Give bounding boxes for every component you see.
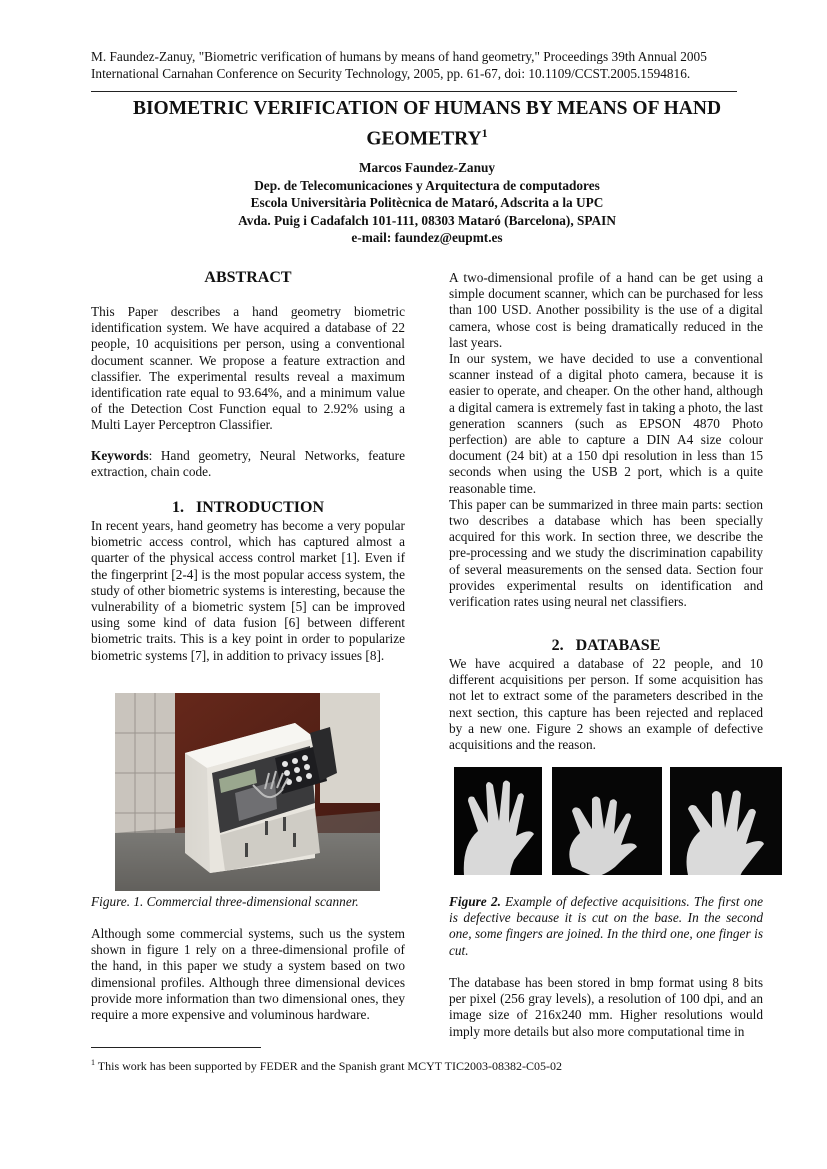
author-email: e-mail: faundez@eupmt.es bbox=[351, 230, 503, 245]
database-paragraph-2 bbox=[449, 975, 763, 1040]
figure-2-label: Figure 2. bbox=[449, 894, 501, 909]
intro-heading: 1. INTRODUCTION bbox=[171, 499, 324, 516]
abstract-heading: ABSTRACT bbox=[204, 269, 292, 286]
right-p3: This paper can be summarized in three main parts: section two describes a database which has been specially acquired for this work. In section three, we describe the pre-processing and we study the discrimination capability of several measurements on the sensed data. Section four provides experimental results on identification and verification rates using neural net classifiers. bbox=[449, 496, 763, 610]
intro-paragraph-1 bbox=[91, 518, 405, 664]
footnote-mark: 1 bbox=[91, 1058, 95, 1067]
keywords-label: Keywords bbox=[91, 448, 149, 463]
abstract-body bbox=[91, 304, 405, 434]
figure-2-hand-1 bbox=[454, 767, 542, 875]
footnote bbox=[91, 1055, 741, 1074]
figure-2-caption bbox=[449, 894, 763, 959]
figure-2-hand-2 bbox=[552, 767, 662, 875]
author-dept: Dep. de Telecomunicaciones y Arquitectura de computadores bbox=[254, 177, 600, 193]
database-paragraph-1 bbox=[449, 656, 763, 753]
paper-title-text: BIOMETRIC VERIFICATION OF HUMANS BY MEANS OF HAND GEOMETRY bbox=[132, 98, 722, 150]
header-rule bbox=[91, 91, 737, 92]
keywords-text: : Hand geometry, Neural Networks, feature extraction, chain code. bbox=[91, 448, 405, 480]
footnote-text: This work has been supported by FEDER and the Spanish grant MCYT TIC2003-08382-C05-02 bbox=[95, 1059, 562, 1073]
citation-header: M. Faundez-Zanuy, "Biometric verification of humans by means of hand geometry," Proceedings 39th Annual 2005 International Carnahan Conference on Security Technology, 2005, pp. 61-67, doi: 10.1109/CCST.2005.1594816. bbox=[91, 49, 707, 81]
title-footnote-mark: 1 bbox=[481, 126, 488, 140]
author-school: Escola Universitària Politècnica de Mataró, Adscrita a la UPC bbox=[250, 195, 604, 210]
right-intro-block bbox=[449, 270, 763, 610]
hand-scan-3 bbox=[670, 767, 782, 875]
figure-2-hand-3 bbox=[670, 767, 782, 875]
author-block bbox=[91, 159, 763, 247]
intro-p1-text: In recent years, hand geometry has become a very popular biometric access control, which has captured almost a quarter of the physical access control market [1]. Even if the fingerprint [2-4] is the most popular access system, the study of other biometric systems is interesting, because the vulnerability of a biometric system [5] can be improved using some kind of data fusion [6] between different biometric traits. This is a key point in order to popularize biometric systems [7], in addition to privacy issues [8]. bbox=[91, 518, 405, 663]
database-p1-text: We have acquired a database of 22 people, and 10 different acquisitions per person. If some acquisition has not let to extract some of the parameters described in the next section, this capture has been rejected and replaced by a new one. Figure 2 shows an example of defective acquisitions and the reason. bbox=[449, 656, 763, 753]
figure-1-caption: Figure. 1. Commercial three-dimensional scanner. bbox=[91, 894, 359, 909]
hand-scan-1 bbox=[454, 767, 542, 875]
footnote-rule bbox=[91, 1047, 261, 1048]
author-address: Avda. Puig i Cadafalch 101-111, 08303 Mataró (Barcelona), SPAIN bbox=[238, 212, 616, 228]
scanner-illustration bbox=[115, 693, 380, 891]
intro-paragraph-2 bbox=[91, 926, 405, 1023]
figure-1-scanner-photo bbox=[115, 693, 380, 891]
author-name: Marcos Faundez-Zanuy bbox=[358, 160, 496, 175]
hand-scan-2 bbox=[552, 767, 662, 875]
database-heading: 2. DATABASE bbox=[551, 637, 661, 654]
figure-2-caption-text: Example of defective acquisitions. The first one is defective because it is cut on the base. In the second one, some fingers are joined. In the third one, one finger is cut. bbox=[449, 894, 764, 958]
database-p2-text: The database has been stored in bmp format using 8 bits per pixel (256 gray levels), a resolution of 100 dpi, and an image size of 216x240 mm. Higher resolutions would imply more details but also more computational time in bbox=[449, 975, 763, 1039]
keywords bbox=[91, 448, 405, 480]
abstract-text: This Paper describes a hand geometry biometric identification system. We have acquired a database of 22 people, 10 acquisitions per person, using a conventional document scanner. We propose a feature extraction and classifier. The experimental results reveal a maximum identification rate equal to 93.64%, and a minimum value of the Detection Cost Function equal to 2.92% using a Multi Layer Perceptron Classifier. bbox=[91, 304, 405, 433]
right-p1: A two-dimensional profile of a hand can be get using a simple document scanner, which can be purchased for less than 100 USD. Another possibility is the use of a digital camera, whose cost is being dramatically reduced in the last years. bbox=[449, 270, 763, 350]
intro-p2-text: Although some commercial systems, such us the system shown in figure 1 rely on a three-dimensional profile of the hand, in this paper we study a system based on two dimensional profiles. Although three dimensional devices provide more information than two dimensional ones, they require a more expensive and voluminous hardware. bbox=[91, 926, 405, 1023]
right-p2: In our system, we have decided to use a conventional scanner instead of a digital photo camera, because it is easier to operate, and cheaper. On the other hand, although a digital camera is extremely fast in taking a photo, the last generation scanners (such as EPSON 4870 Photo perfection) are able to capture a DIN A4 size colour document (24 bit) at a 150 dpi resolution in less than 15 seconds when using the USB 2 port, which is a quite reasonable time. bbox=[449, 351, 763, 496]
paper-title bbox=[91, 97, 763, 152]
